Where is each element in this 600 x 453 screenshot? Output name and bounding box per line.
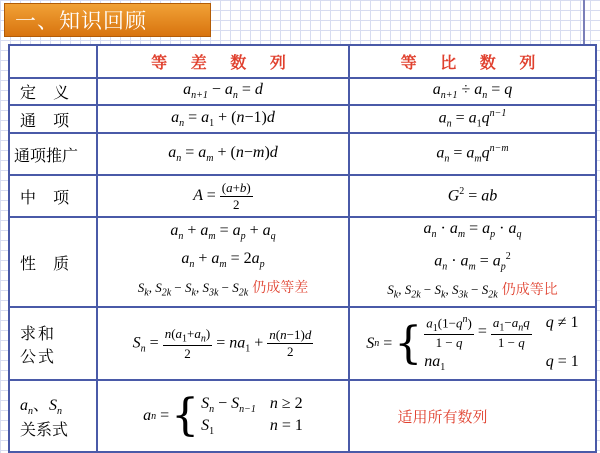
- header-geometric: 等 比 数 列: [349, 45, 596, 78]
- geom-sum: S n = { $\frac{a_1(1-q^n)}{1 - q}$ = $\frac{a_1-a_nq}{1 - q}$ q ≠ 1 $na_1$ q = 1: [349, 307, 596, 380]
- arith-properties: $a_n + a_m = a_p + a_q$ $a_n + a_m = 2a_p$ $S_k$, $S_{2k} - S_k$, $S_{3k} - S_{2k}$ 仍成等差: [97, 217, 349, 307]
- header-row: [9, 45, 596, 78]
- geom-extension: $a_n = a_mq^{n-m}$: [349, 133, 596, 175]
- arith-sum: $S_n$ = $\frac{n(a_1+a_n)}{2}$ = $na_1$ + $\frac{n(n-1)d}{2}$: [97, 307, 349, 380]
- row-general-term: [9, 105, 596, 133]
- row-middle-term: [9, 175, 596, 217]
- label-properties: 性 质: [9, 217, 97, 307]
- relation-note: 适用所有数列: [397, 407, 488, 426]
- relation-formula: a n = { $S_n - S_{n-1}$ n ≥ 2 $S_1$ n = 1: [97, 380, 349, 452]
- corner-cell: [9, 45, 97, 78]
- section-title-text: 一、知识回顾: [15, 9, 147, 33]
- relation-note-cell: [349, 380, 596, 452]
- arith-definition: $a_{n+1} - a_n = d$: [97, 78, 349, 105]
- label-sum-2: 公式: [20, 346, 57, 366]
- row-properties: [9, 217, 596, 307]
- label-definition: 定 义: [9, 78, 97, 105]
- comparison-table: [8, 44, 597, 453]
- label-middle-term: 中 项: [9, 175, 97, 217]
- row-extension: [9, 133, 596, 175]
- section-title: [4, 3, 211, 37]
- row-sum-formula: [9, 307, 596, 380]
- label-general-term: 通 项: [9, 105, 97, 133]
- row-definition: [9, 78, 596, 105]
- label-extension: 通项推广: [9, 133, 97, 175]
- geom-general-term: $a_n = a_1q^{n-1}$: [349, 105, 596, 133]
- arith-general-term: $a_n = a_1 + (n-1)d$: [97, 105, 349, 133]
- arith-middle-term: A = $\frac{(a+b)}{2}$: [97, 175, 349, 217]
- geom-middle-term: $G^2$ = ab: [349, 175, 596, 217]
- geom-definition: $a_{n+1} \div a_n = q$: [349, 78, 596, 105]
- label-relation-2: 关系式: [20, 420, 69, 440]
- arith-extension: $a_n = a_m + (n-m)d$: [97, 133, 349, 175]
- header-arithmetic: 等 差 数 列: [97, 45, 349, 78]
- label-relation: $a_n$、$S_n$ 关系式: [9, 380, 97, 452]
- geom-properties: $a_n \cdot a_m = a_p \cdot a_q$ $a_n \cdot a_m = a_p^2$ $S_k$, $S_{2k} - S_k$, $S_{3k} - S_{2k}$ 仍成等比: [349, 217, 596, 307]
- label-sum-1: 求和: [20, 323, 57, 343]
- label-sum-formula: [9, 307, 97, 380]
- row-relation: [9, 380, 596, 452]
- arith-prop-note: 仍成等差: [252, 279, 309, 296]
- geom-prop-note: 仍成等比: [501, 281, 558, 298]
